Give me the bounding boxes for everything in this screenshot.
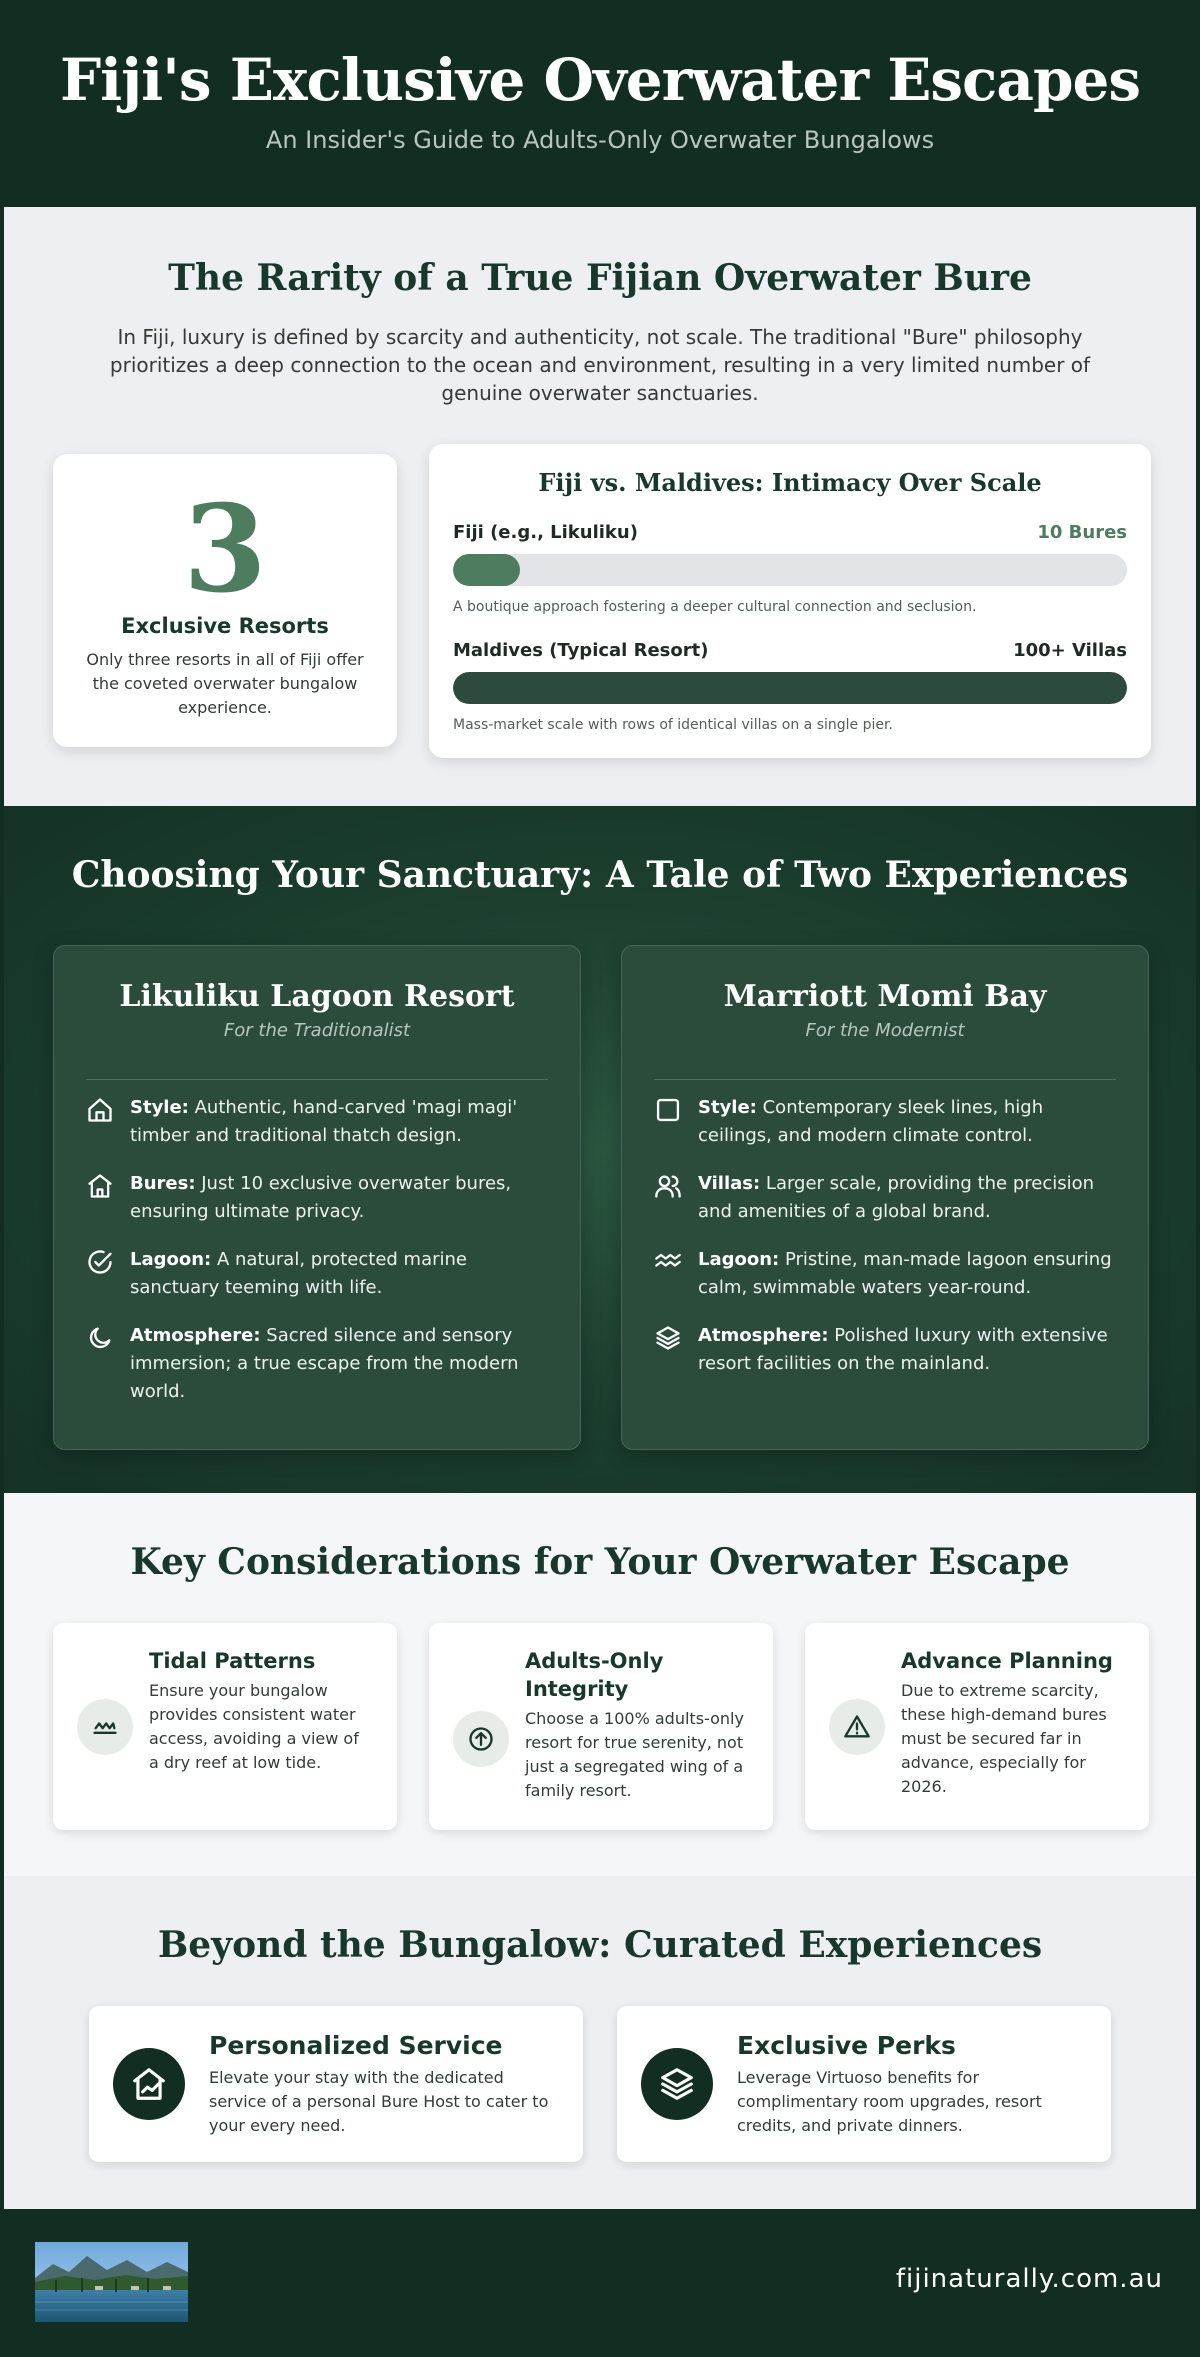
feature-item: [654, 1094, 1116, 1150]
resort-count-number: 3: [183, 479, 267, 620]
resort-count-label: Exclusive Resorts: [121, 614, 329, 638]
feature-item: [654, 1170, 1116, 1226]
feature-text: Pristine, man-made lagoon ensuring calm, swimmable waters year-round.: [698, 1249, 1112, 1298]
layers-icon: [654, 1324, 682, 1352]
feature-label: Style:: [698, 1097, 757, 1118]
feature-label: Villas:: [698, 1173, 761, 1194]
house-icon: [86, 1172, 114, 1200]
feature-label: Lagoon:: [698, 1249, 780, 1270]
feature-label: Style:: [130, 1097, 189, 1118]
comparison-name: Fiji (e.g., Likuliku): [453, 522, 638, 543]
moon-icon: [86, 1324, 114, 1352]
website-link[interactable]: fijinaturally.com.au: [895, 2264, 1163, 2294]
comparison-value: 10 Bures: [1037, 522, 1127, 543]
perk-title: Exclusive Perks: [737, 2031, 956, 2060]
resort-name: Likuliku Lagoon Resort: [119, 979, 515, 1014]
beyond-title: Beyond the Bungalow: Curated Experiences: [157, 1924, 1043, 1966]
perk-card-service: [89, 2006, 583, 2162]
resort-count-card: [53, 454, 397, 747]
feature-label: Atmosphere:: [130, 1325, 261, 1346]
consideration-text: Ensure your bungalow provides consistent water access, avoiding a view of a dry reef at low tide.: [149, 1681, 359, 1772]
home-icon: [86, 1096, 114, 1124]
consideration-text: Choose a 100% adults-only resort for true serenity, not just a segregated wing of a family resort.: [525, 1709, 744, 1800]
perk-text: Leverage Virtuoso benefits for complimentary room upgrades, resort credits, and private dinners.: [737, 2068, 1042, 2135]
consideration-card-planning: [805, 1623, 1149, 1830]
rarity-title: The Rarity of a True Fijian Overwater Bure: [168, 257, 1032, 299]
comparison-title: Fiji vs. Maldives: Intimacy Over Scale: [538, 468, 1042, 497]
comparison-bar-maldives: [453, 672, 1127, 704]
check-circle-icon: [86, 1248, 114, 1276]
comparison-note: Mass-market scale with rows of identical villas on a single pier.: [453, 717, 893, 733]
perk-title: Personalized Service: [209, 2031, 503, 2060]
feature-text: Authentic, hand-carved 'magi magi' timber and traditional thatch design.: [130, 1097, 518, 1146]
feature-item: [654, 1246, 1116, 1302]
consideration-title: Advance Planning: [901, 1649, 1113, 1673]
choosing-title: Choosing Your Sanctuary: A Tale of Two Experiences: [71, 854, 1129, 896]
resort-card-momi-bay: [621, 945, 1149, 1450]
comparison-name: Maldives (Typical Resort): [453, 640, 709, 661]
layers-icon: [641, 2048, 713, 2120]
perk-text: Elevate your stay with the dedicated service of a personal Bure Host to cater to your every need.: [209, 2068, 549, 2135]
tide-icon: [77, 1699, 133, 1755]
resort-count-description: Only three resorts in all of Fiji offer the coveted overwater bungalow experience.: [86, 650, 364, 717]
divider: [86, 1079, 548, 1080]
resort-card-likuliku: [53, 945, 581, 1450]
rarity-intro: In Fiji, luxury is defined by scarcity and authenticity, not scale. The traditional "Bure" philosophy prioritizes a deep connection to the ocean and environment, resulting in a very limited number of genuine overwater sanctuaries.: [109, 325, 1091, 405]
perk-card-exclusive: [617, 2006, 1111, 2162]
resort-tagline: For the Traditionalist: [223, 1020, 411, 1041]
feature-text: A natural, protected marine sanctuary teeming with life.: [130, 1249, 467, 1298]
feature-item: [86, 1170, 548, 1226]
comparison-note: A boutique approach fostering a deeper cultural connection and seclusion.: [453, 599, 977, 615]
consideration-text: Due to extreme scarcity, these high-demand bures must be secured far in advance, especially for 2026.: [901, 1681, 1107, 1796]
comparison-bar-track: [453, 672, 1127, 704]
feature-text: Contemporary sleek lines, high ceilings, and modern climate control.: [698, 1097, 1044, 1146]
comparison-row-maldives: [453, 640, 1127, 734]
considerations-section: [4, 1493, 1196, 1876]
feature-item: [654, 1322, 1116, 1378]
divider: [654, 1079, 1116, 1080]
feature-text: Just 10 exclusive overwater bures, ensuring ultimate privacy.: [130, 1173, 512, 1222]
lagoon-photo-icon: [35, 2242, 188, 2322]
resort-name: Marriott Momi Bay: [723, 979, 1047, 1014]
feature-label: Lagoon:: [130, 1249, 212, 1270]
page-footer: [0, 2209, 1200, 2356]
square-icon: [654, 1096, 682, 1124]
page-subtitle: An Insider's Guide to Adults-Only Overwater Bungalows: [265, 126, 935, 154]
consideration-card-tidal: [53, 1623, 397, 1830]
comparison-bar-track: [453, 554, 1127, 586]
page-title: Fiji's Exclusive Overwater Escapes: [59, 46, 1141, 114]
page-header: [0, 0, 1200, 207]
warning-icon: [829, 1699, 885, 1755]
users-icon: [654, 1172, 682, 1200]
feature-item: [86, 1246, 548, 1302]
resort-tagline: For the Modernist: [805, 1020, 965, 1041]
comparison-card: [429, 444, 1151, 758]
choosing-section: [4, 806, 1196, 1493]
waves-icon: [654, 1248, 682, 1276]
beyond-section: [4, 1876, 1196, 2209]
feature-text: Polished luxury with extensive resort facilities on the mainland.: [698, 1325, 1108, 1374]
feature-label: Bures:: [130, 1173, 196, 1194]
rarity-section: [4, 207, 1196, 806]
consideration-title: Adults-Only Integrity: [525, 1649, 664, 1701]
consideration-card-adults-only: [429, 1623, 773, 1830]
considerations-title: Key Considerations for Your Overwater Escape: [130, 1541, 1070, 1583]
comparison-value: 100+ Villas: [1013, 640, 1127, 661]
feature-item: [86, 1322, 548, 1406]
content-frame: [4, 207, 1196, 2209]
feature-text: Sacred silence and sensory immersion; a true escape from the modern world.: [130, 1325, 519, 1402]
arrow-up-circle-icon: [453, 1711, 509, 1767]
consideration-title: Tidal Patterns: [149, 1649, 316, 1673]
feature-item: [86, 1094, 548, 1150]
feature-label: Atmosphere:: [698, 1325, 829, 1346]
comparison-bar-fiji: [453, 554, 520, 586]
feature-text: Larger scale, providing the precision and amenities of a global brand.: [698, 1173, 1095, 1222]
house-hand-icon: [113, 2048, 185, 2120]
comparison-row-fiji: [453, 522, 1127, 616]
